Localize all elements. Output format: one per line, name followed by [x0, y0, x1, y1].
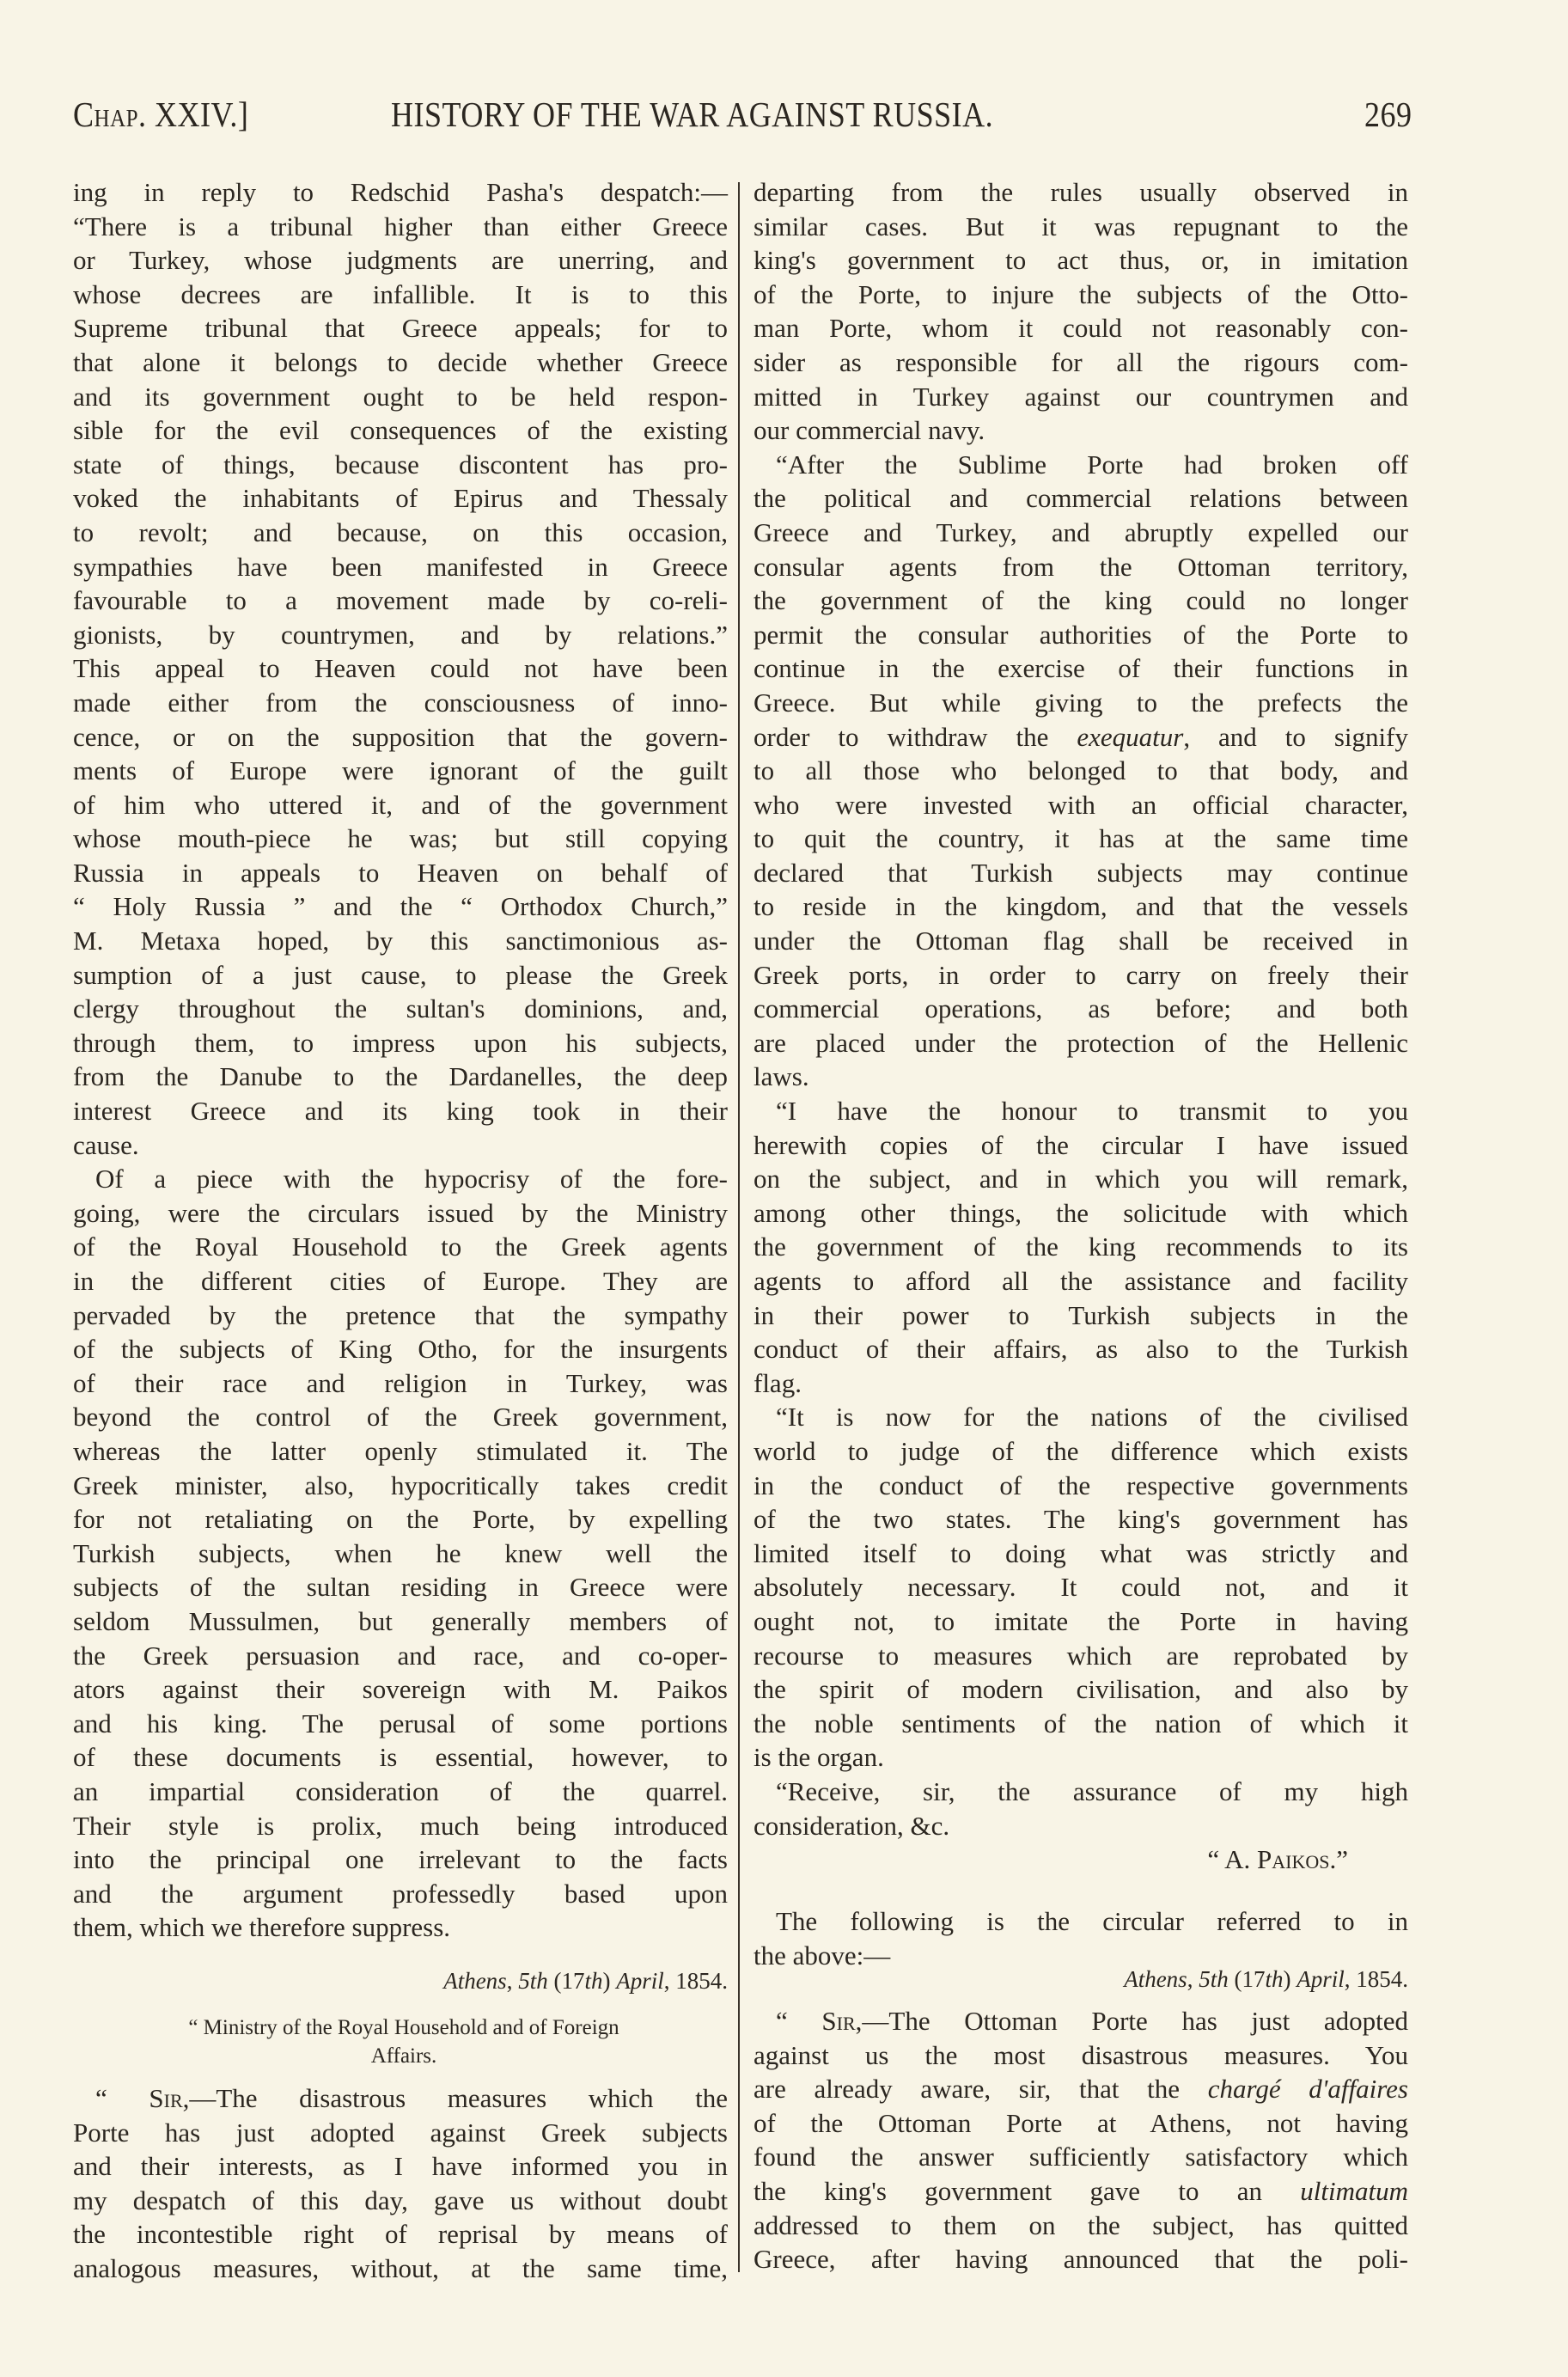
text-line: among other things, the solicitude with which — [753, 1197, 1408, 1228]
text-line: made either from the consciousness of inno- — [73, 687, 728, 718]
text-line: who were invested with an official character, — [753, 789, 1408, 820]
text-segment: Sir — [821, 2006, 856, 2036]
text-segment: ) — [1283, 1966, 1297, 1992]
text-line: under the Ottoman flag shall be received in — [753, 926, 1408, 956]
text-line: to all those who belonged to that body, and — [753, 755, 1408, 786]
text-line: flag. — [753, 1367, 802, 1398]
text-line: man Porte, whom it could not reasonably con- — [753, 313, 1408, 344]
text-line: against us the most disastrous measures. You — [753, 2039, 1408, 2070]
text-line: state of things, because discontent has pro- — [73, 449, 728, 480]
text-line: “There is a tribunal higher than either Greece — [73, 211, 728, 241]
text-line: Greek minister, also, hypocritically takes credit — [73, 1470, 728, 1500]
text-line: consular agents from the Ottoman territory, — [753, 551, 1408, 582]
text-segment: 5th — [518, 1968, 548, 1994]
text-segment: , and to signify — [1183, 721, 1408, 752]
text-segment: (17 — [1228, 1966, 1266, 1992]
text-line: to quit the country, it has at the same time — [753, 823, 1408, 854]
text-line: the noble sentiments of the nation of which it — [753, 1708, 1408, 1738]
text-line: sumption of a just cause, to please the Greek — [73, 959, 728, 990]
text-segment: , — [1187, 1966, 1199, 1992]
text-line: subjects of the sultan residing in Greece were — [73, 1572, 728, 1603]
text-line: limited itself to doing what was strictly and — [753, 1537, 1408, 1568]
text-line — [73, 2081, 728, 2116]
text-segment: th — [584, 1968, 603, 1994]
text-line: clergy throughout the sultan's dominions, and, — [73, 993, 728, 1024]
text-line: my despatch of this day, gave us without doubt — [73, 2185, 728, 2215]
text-line: cence, or on the supposition that the govern- — [73, 721, 728, 752]
text-segment: , 1854. — [663, 1968, 728, 1994]
text-line: beyond the control of the Greek government, — [73, 1402, 728, 1433]
text-line: consideration, &c. — [753, 1810, 950, 1841]
text-line: ators against their sovereign with M. Paikos — [73, 1674, 728, 1705]
text-line: our commercial navy. — [753, 415, 985, 446]
text-line: or Turkey, whose judgments are unerring, and — [73, 245, 728, 276]
text-line: and the argument professedly based upon — [73, 1878, 728, 1909]
text-line: to reside in the kingdom, and that the vessels — [753, 891, 1408, 922]
text-segment: Athens — [1124, 1966, 1187, 1992]
text-line — [753, 2174, 1408, 2209]
text-line: sider as responsible for all the rigours com- — [753, 346, 1408, 377]
text-line — [753, 720, 1408, 755]
text-line: Of a piece with the hypocrisy of the fore- — [95, 1164, 728, 1195]
text-segment: “ — [776, 2006, 822, 2036]
text-line: an impartial consideration of the quarrel. — [73, 1775, 728, 1806]
text-segment: , — [506, 1968, 519, 1994]
text-line: sympathies have been manifested in Greece — [73, 551, 728, 582]
text-line: laws. — [753, 1061, 809, 1092]
text-line: of the Porte, to injure the subjects of the Otto- — [753, 278, 1408, 309]
text-line: herewith copies of the circular I have issued — [753, 1129, 1408, 1160]
text-line: and his king. The perusal of some portions — [73, 1708, 728, 1738]
right-column-text — [753, 175, 1408, 1877]
text-line: mitted in Turkey against our countrymen and — [753, 381, 1408, 412]
text-line: the spirit of modern civilisation, and also by — [753, 1674, 1408, 1705]
text-line: of him who uttered it, and of the government — [73, 789, 728, 820]
text-line: king's government to act thus, or, in imitation — [753, 245, 1408, 276]
text-line: agents to afford all the assistance and facility — [753, 1266, 1408, 1296]
text-line: similar cases. But it was repugnant to the — [753, 211, 1408, 241]
text-segment: ,—The disastrous measures which the — [182, 2083, 728, 2113]
text-line: in the different cities of Europe. They are — [73, 1266, 728, 1296]
text-segment: are already aware, sir, that the — [753, 2074, 1208, 2105]
text-line: of their race and religion in Turkey, was — [73, 1367, 728, 1398]
text-line: of these documents is essential, however, to — [73, 1742, 728, 1773]
text-segment: Paikos — [1257, 1844, 1330, 1875]
text-line: This appeal to Heaven could not have been — [73, 653, 728, 684]
book-title: HISTORY OF THE WAR AGAINST RUSSIA. — [391, 95, 994, 134]
text-line: and its government ought to be held respon- — [73, 381, 728, 412]
text-line: ing in reply to Redschid Pasha's despatch:— — [73, 177, 728, 207]
text-line: Greece, after having announced that the poli- — [753, 2244, 1408, 2275]
text-line: seldom Mussulmen, but generally members of — [73, 1605, 728, 1636]
text-line: The following is the circular referred to in — [776, 1906, 1408, 1936]
text-segment: ,—The Ottoman Porte has just adopted — [855, 2006, 1408, 2036]
ministry-line: Affairs. — [370, 2044, 437, 2068]
text-segment: April — [1296, 1966, 1345, 1992]
text-line: ments of Europe were ignorant of the guilt — [73, 755, 728, 786]
text-segment: 5th — [1199, 1966, 1229, 1992]
text-line: Greece. But while giving to the prefects the — [753, 687, 1408, 718]
text-line: departing from the rules usually observed in — [753, 177, 1408, 207]
text-line: declared that Turkish subjects may continue — [753, 857, 1408, 888]
text-line — [753, 1842, 1408, 1877]
text-segment: th — [1265, 1966, 1284, 1992]
text-line: is the organ. — [753, 1742, 884, 1773]
text-line: into the principal one irrelevant to the facts — [73, 1844, 728, 1875]
text-line: “It is now for the nations of the civilised — [776, 1402, 1408, 1433]
left-column-text — [73, 175, 728, 1945]
text-segment: April — [616, 1968, 664, 1994]
text-line: the government of the king recommends to its — [753, 1231, 1408, 1262]
text-segment: “ A. — [1207, 1844, 1258, 1875]
left-dateline — [73, 1968, 728, 1995]
text-line: Russia in appeals to Heaven on behalf of — [73, 857, 728, 888]
text-segment: ) — [602, 1968, 617, 1994]
page-number: 269 — [1364, 95, 1412, 134]
text-line: “After the Sublime Porte had broken off — [776, 449, 1408, 480]
text-line: on the subject, and in which you will remark, — [753, 1164, 1408, 1195]
text-line: of the Ottoman Porte at Athens, not having — [753, 2107, 1408, 2138]
text-segment: ultimatum — [1300, 2175, 1408, 2206]
circular-text — [753, 2004, 1408, 2276]
text-line: whose mouth-piece he was; but still copying — [73, 823, 728, 854]
text-line: in their power to Turkish subjects in the — [753, 1299, 1408, 1330]
text-line: Their style is prolix, much being introduced — [73, 1810, 728, 1841]
text-segment: (17 — [547, 1968, 585, 1994]
text-line: the Greek persuasion and race, and co-oper- — [73, 1640, 728, 1671]
text-line: conduct of their affairs, as also to the Turkish — [753, 1334, 1408, 1365]
text-line: M. Metaxa hoped, by this sanctimonious as- — [73, 926, 728, 956]
right-dateline — [753, 1966, 1408, 1993]
text-segment: .” — [1329, 1844, 1348, 1875]
text-line: Greek ports, in order to carry on freely their — [753, 959, 1408, 990]
text-line: Turkish subjects, when he knew well the — [73, 1537, 728, 1568]
left-letter-text — [73, 2081, 728, 2286]
following-paragraph — [753, 1904, 1408, 1972]
text-line: sible for the evil consequences of the existing — [73, 415, 728, 446]
text-line: going, were the circulars issued by the Ministry — [73, 1197, 728, 1228]
text-line: gionists, by countrymen, and by relations.” — [73, 619, 728, 650]
text-line: the incontestible right of reprisal by means of — [73, 2219, 728, 2250]
text-line: them, which we therefore suppress. — [73, 1912, 451, 1943]
text-line: Supreme tribunal that Greece appeals; for to — [73, 313, 728, 344]
text-line: pervaded by the pretence that the sympathy — [73, 1299, 728, 1330]
text-line: that alone it belongs to decide whether Greece — [73, 346, 728, 377]
text-line: are placed under the protection of the Hellenic — [753, 1027, 1408, 1058]
text-line: of the subjects of King Otho, for the insurgents — [73, 1334, 728, 1365]
text-line: addressed to them on the subject, has quitted — [753, 2209, 1408, 2240]
text-line: absolutely necessary. It could not, and it — [753, 1572, 1408, 1603]
text-line: voked the inhabitants of Epirus and Thessaly — [73, 483, 728, 514]
text-segment: Sir — [149, 2083, 183, 2113]
text-line: commercial operations, as before; and both — [753, 993, 1408, 1024]
text-line: “I have the honour to transmit to you — [776, 1096, 1408, 1127]
text-line: “Receive, sir, the assurance of my high — [776, 1775, 1408, 1806]
text-segment: order to withdraw the — [753, 721, 1077, 752]
text-line: the government of the king could no longer — [753, 585, 1408, 616]
text-line: of the Royal Household to the Greek agents — [73, 1231, 728, 1262]
text-line: world to judge of the difference which exists — [753, 1435, 1408, 1466]
ministry-line: “ Ministry of the Royal Household and of Foreign — [188, 2016, 619, 2039]
column-divider — [738, 182, 740, 2272]
text-line — [753, 2072, 1408, 2106]
ministry-heading — [86, 2013, 722, 2070]
text-line: in the conduct of the respective governments — [753, 1470, 1408, 1500]
text-line: favourable to a movement made by co-reli- — [73, 585, 728, 616]
text-line: interest Greece and its king took in their — [73, 1096, 728, 1127]
text-segment: exequatur — [1077, 721, 1184, 752]
text-line: Greece and Turkey, and abruptly expelled our — [753, 516, 1408, 547]
text-line: and their interests, as I have informed you in — [73, 2151, 728, 2182]
text-line: the above:— — [753, 1940, 891, 1971]
text-segment: Athens — [443, 1968, 507, 1994]
text-line: found the answer sufficiently satisfactory which — [753, 2142, 1408, 2172]
text-segment: the king's government gave to an — [753, 2175, 1301, 2206]
text-line — [753, 2004, 1408, 2038]
text-line: ought not, to imitate the Porte in having — [753, 1605, 1408, 1636]
text-line: Porte has just adopted against Greek subjects — [73, 2117, 728, 2148]
text-line: continue in the exercise of their functions in — [753, 653, 1408, 684]
text-line: recourse to measures which are reprobated by — [753, 1640, 1408, 1671]
text-line: analogous measures, without, at the same time, — [73, 2252, 728, 2283]
text-line: whereas the latter openly stimulated it. The — [73, 1435, 728, 1466]
text-line: from the Danube to the Dardanelles, the deep — [73, 1061, 728, 1092]
text-line: to revolt; and because, on this occasion, — [73, 516, 728, 547]
chapter-label: Chap. XXIV.] — [73, 95, 249, 134]
text-line: of the two states. The king's government has — [753, 1504, 1408, 1535]
text-segment: “ — [95, 2083, 149, 2113]
text-segment: , 1854. — [1344, 1966, 1408, 1992]
text-line: “ Holy Russia ” and the “ Orthodox Church,” — [73, 891, 728, 922]
text-line: for not retaliating on the Porte, by expelling — [73, 1504, 728, 1535]
text-line: the political and commercial relations between — [753, 483, 1408, 514]
text-line: permit the consular authorities of the Porte to — [753, 619, 1408, 650]
text-segment: chargé d'affaires — [1207, 2074, 1408, 2105]
text-line: whose decrees are infallible. It is to this — [73, 278, 728, 309]
text-line: through them, to impress upon his subjects, — [73, 1027, 728, 1058]
text-line: cause. — [73, 1129, 139, 1160]
